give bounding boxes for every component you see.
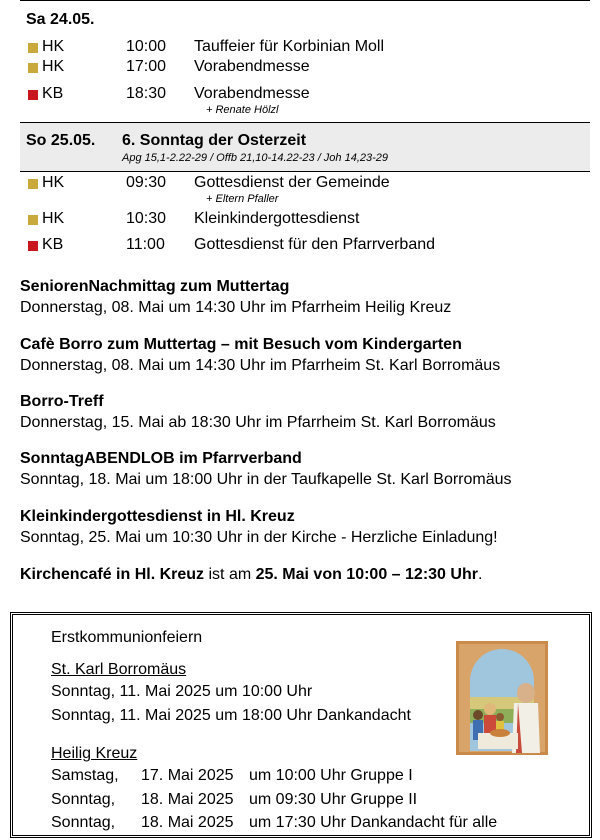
day-readings: Apg 15,1-2.22-29 / Offb 21,10-14.22-23 / Joh 14,23-29 (122, 152, 389, 164)
day-subtitle: 6. Sonntag der Osterzeit (122, 132, 307, 149)
announcement (20, 276, 595, 318)
communion-day: Sonntag, (51, 814, 116, 831)
location: KB (42, 236, 64, 253)
announcement-text: Sonntag, 18. Mai um 18:00 Uhr in der Taufkapelle St. Karl Borromäus (20, 471, 512, 488)
service-row (28, 210, 588, 230)
time: 10:00 (126, 38, 167, 55)
announcement (20, 506, 595, 548)
church-name: Heilig Kreuz (51, 745, 138, 762)
communion-date: Sonntag, 11. Mai 2025 um 10:00 Uhr (51, 683, 313, 700)
communion-date: 17. Mai 2025 (141, 767, 234, 784)
communion-date: Sonntag, 11. Mai 2025 um 18:00 Uhr Dankandacht (51, 707, 411, 724)
announcement-title: Borro-Treff (20, 393, 104, 410)
intention-note: + Renate Hölzl (206, 104, 279, 116)
communion-date: 18. Mai 2025 (141, 791, 234, 808)
day-title: Sa 24.05. (26, 11, 95, 28)
announcement-title: Cafè Borro zum Muttertag – mit Besuch vom Kindergarten (20, 336, 462, 353)
communion-date: 18. Mai 2025 (141, 814, 234, 831)
location: KB (42, 85, 64, 102)
location-square-icon (28, 90, 38, 100)
announcement-text: Sonntag, 25. Mai um 10:30 Uhr in der Kirche - Herzliche Einladung! (20, 529, 498, 546)
communion-row (13, 767, 573, 789)
service-row (28, 174, 588, 194)
description: Tauffeier für Korbinian Moll (194, 38, 385, 55)
cafe-connector: ist am (204, 566, 256, 583)
intention-note: + Eltern Pfaller (206, 193, 279, 205)
time: 10:30 (126, 210, 167, 227)
service-row (28, 236, 588, 256)
day-title: So 25.05. (26, 132, 96, 149)
location: HK (42, 58, 65, 75)
communion-row (13, 814, 573, 836)
time: 18:30 (126, 85, 167, 102)
announcement-text: Donnerstag, 15. Mai ab 18:30 Uhr im Pfarrheim St. Karl Borromäus (20, 414, 496, 431)
announcement-title: Kleinkindergottesdienst in Hl. Kreuz (20, 508, 295, 525)
location-square-icon (28, 215, 38, 225)
time: 11:00 (126, 236, 165, 253)
cafe-announcement (20, 564, 595, 585)
announcement-text: Donnerstag, 08. Mai um 14:30 Uhr im Pfarrheim Heilig Kreuz (20, 299, 452, 316)
day-block-sunday (20, 122, 590, 172)
church-name: St. Karl Borromäus (51, 661, 187, 678)
communion-info: um 10:00 Uhr Gruppe I (249, 767, 413, 784)
communion-info: um 17:30 Uhr Dankandacht für alle (249, 814, 498, 831)
location-square-icon (28, 43, 38, 53)
location-square-icon (28, 241, 38, 251)
service-row (28, 38, 588, 58)
service-row (28, 58, 588, 78)
cafe-name: Kirchencafé in Hl. Kreuz (20, 566, 205, 583)
location: HK (42, 174, 65, 191)
service-row (28, 85, 588, 105)
time: 17:00 (126, 58, 167, 75)
communion-heading: Erstkommunionfeiern (51, 629, 203, 646)
description: Gottesdienst der Gemeinde (194, 174, 390, 191)
communion-day: Sonntag, (51, 791, 116, 808)
time: 09:30 (126, 174, 167, 191)
description: Kleinkindergottesdienst (194, 210, 360, 227)
description: Vorabendmesse (194, 58, 310, 75)
announcement (20, 334, 595, 376)
location: HK (42, 38, 65, 55)
announcement-title: SeniorenNachmittag zum Muttertag (20, 278, 290, 295)
description: Gottesdienst für den Pfarrverband (194, 236, 436, 253)
description: Vorabendmesse (194, 85, 310, 102)
announcement (20, 448, 595, 490)
communion-row (13, 791, 573, 813)
communion-info: um 09:30 Uhr Gruppe II (249, 791, 418, 808)
announcement-text: Donnerstag, 08. Mai um 14:30 Uhr im Pfarrheim St. Karl Borromäus (20, 357, 501, 374)
cafe-time: 25. Mai von 10:00 – 12:30 Uhr (255, 566, 478, 583)
location-square-icon (28, 179, 38, 189)
communion-illustration (456, 641, 548, 755)
cafe-end: . (477, 566, 483, 583)
communion-day: Samstag, (51, 767, 119, 784)
location: HK (42, 210, 65, 227)
communion-box (10, 612, 592, 838)
location-square-icon (28, 63, 38, 73)
announcement (20, 391, 595, 433)
announcement-title: SonntagABENDLOB im Pfarrverband (20, 450, 302, 467)
